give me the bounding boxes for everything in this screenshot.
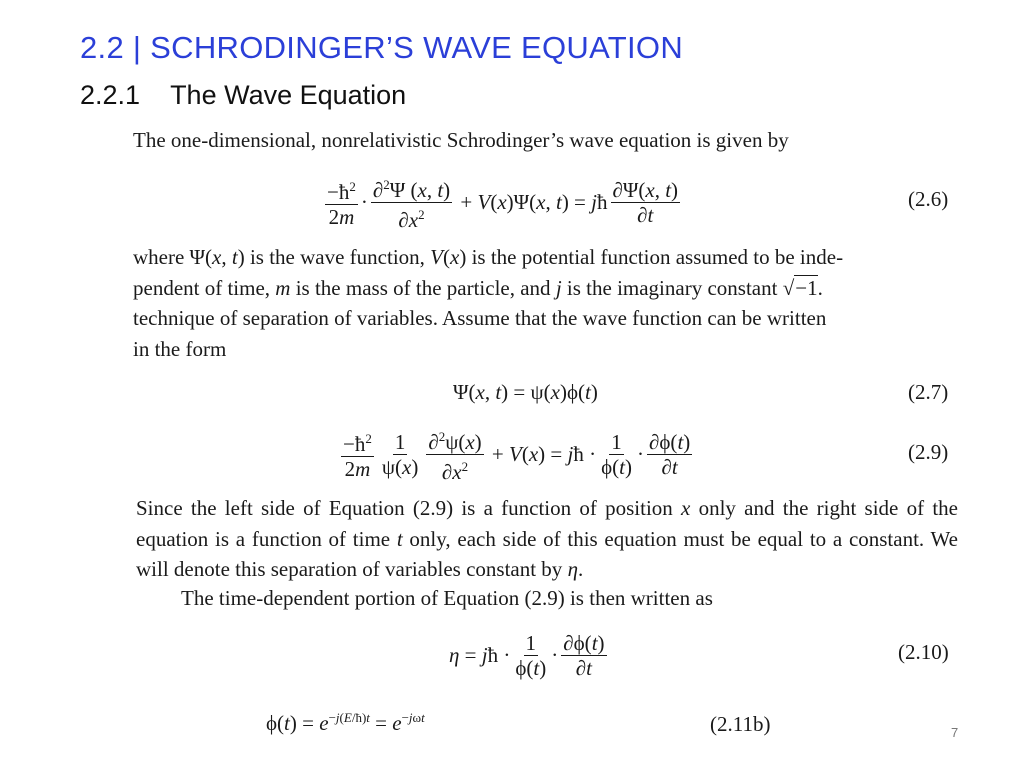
equation-number-2-11b: (2.11b) bbox=[710, 712, 771, 736]
where-paragraph-text: where Ψ(x, t) is the wave function, V(x) is the potential function assumed to be inde- pendent of time, m is the mass of the particle, and j is the imaginary constant √−1. technique of separation of variables. Assume that the wave function can be written in the form bbox=[133, 245, 844, 361]
slide-title: 2.2 | SCHRODINGER’S WAVE EQUATION bbox=[80, 30, 684, 65]
equation-2-11b: $\phi(t) = e^{-j(E/ħ)t} = e^{-j\omega t}$ bbox=[266, 710, 425, 735]
time-dependent-text: The time-dependent portion of Equation (2.9) is then written as bbox=[181, 586, 713, 610]
equation-2-7: Ψ(x, t) = ψ(x)ϕ(t) bbox=[453, 380, 598, 404]
page-number: 7 bbox=[951, 725, 959, 740]
equation-2-10: η = jħ · $\frac{1}{\phi(t)}$ · $\frac{\partial\phi(t)}{\partial t}$ bbox=[449, 630, 605, 680]
section-title: The Wave Equation bbox=[170, 80, 407, 110]
equation-number-2-6: (2.6) bbox=[908, 187, 949, 211]
equation-number-2-7: (2.7) bbox=[908, 380, 949, 404]
equation-number-2-10: (2.10) bbox=[898, 640, 949, 664]
section-number: 2.2.1 bbox=[80, 80, 141, 110]
section-heading bbox=[80, 80, 406, 111]
equation-2-6: $\frac{-ħ^2}{2m}$ · $\frac{\partial^2\Psi (x, t)}{\partial x^2}$ + V(x)Ψ(x, t) = jħ $\frac{\partial\Psi(x, t)}{\partial t}$ bbox=[322, 172, 683, 232]
equation-2-9: $\frac{-ħ^2}{2m}$ $\frac{1}{\psi(x)}$ $\frac{\partial^2\psi(x)}{\partial x^2}$ + V(x) = jħ · $\frac{1}{\phi(t)}$ · $\frac{\partial\phi(t)}{\partial t}$ bbox=[338, 424, 695, 484]
intro-text: The one-dimensional, nonrelativistic Schrodinger’s wave equation is given by bbox=[133, 128, 789, 152]
since-paragraph: Since the left side of Equation (2.9) is a function of position x only and the right side of the equation is a function of time t only, each side of this equation must be equal to a constant. We will denote this separation of variables constant by η. bbox=[136, 496, 958, 581]
equation-number-2-9: (2.9) bbox=[908, 440, 949, 464]
where-paragraph bbox=[133, 242, 959, 364]
